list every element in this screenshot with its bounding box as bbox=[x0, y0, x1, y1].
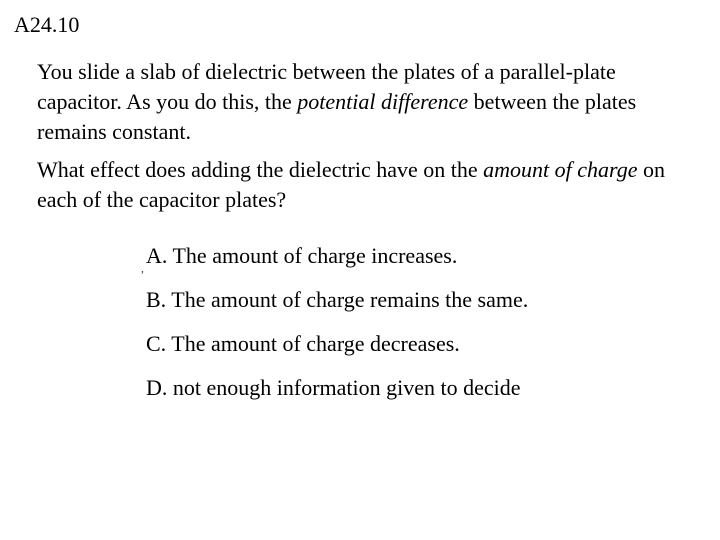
option-d: D. not enough information given to decide bbox=[146, 375, 521, 400]
option-c: C. The amount of charge decreases. bbox=[146, 331, 460, 356]
cursor-mark: , bbox=[141, 261, 144, 275]
question-context-text-b: between the plates remains constant. bbox=[37, 89, 637, 144]
option-a: A. The amount of charge increases. bbox=[146, 243, 458, 268]
question-prompt-text-a: What effect does adding the dielectric have on the bbox=[37, 157, 484, 182]
question-context-text-a: You slide a slab of dielectric between the plates of a parallel-plate capacitor. As you do this, the bbox=[37, 59, 616, 114]
question-prompt-emphasis: amount of charge bbox=[483, 157, 638, 182]
question-prompt bbox=[37, 155, 697, 215]
option-b: B. The amount of charge remains the same. bbox=[146, 287, 529, 312]
slide-number: A24.10 bbox=[14, 12, 80, 37]
question-prompt-text-b: on each of the capacitor plates? bbox=[37, 157, 666, 212]
question-context bbox=[37, 57, 697, 147]
question-context-emphasis: potential difference bbox=[297, 89, 469, 114]
answer-options bbox=[146, 241, 528, 417]
